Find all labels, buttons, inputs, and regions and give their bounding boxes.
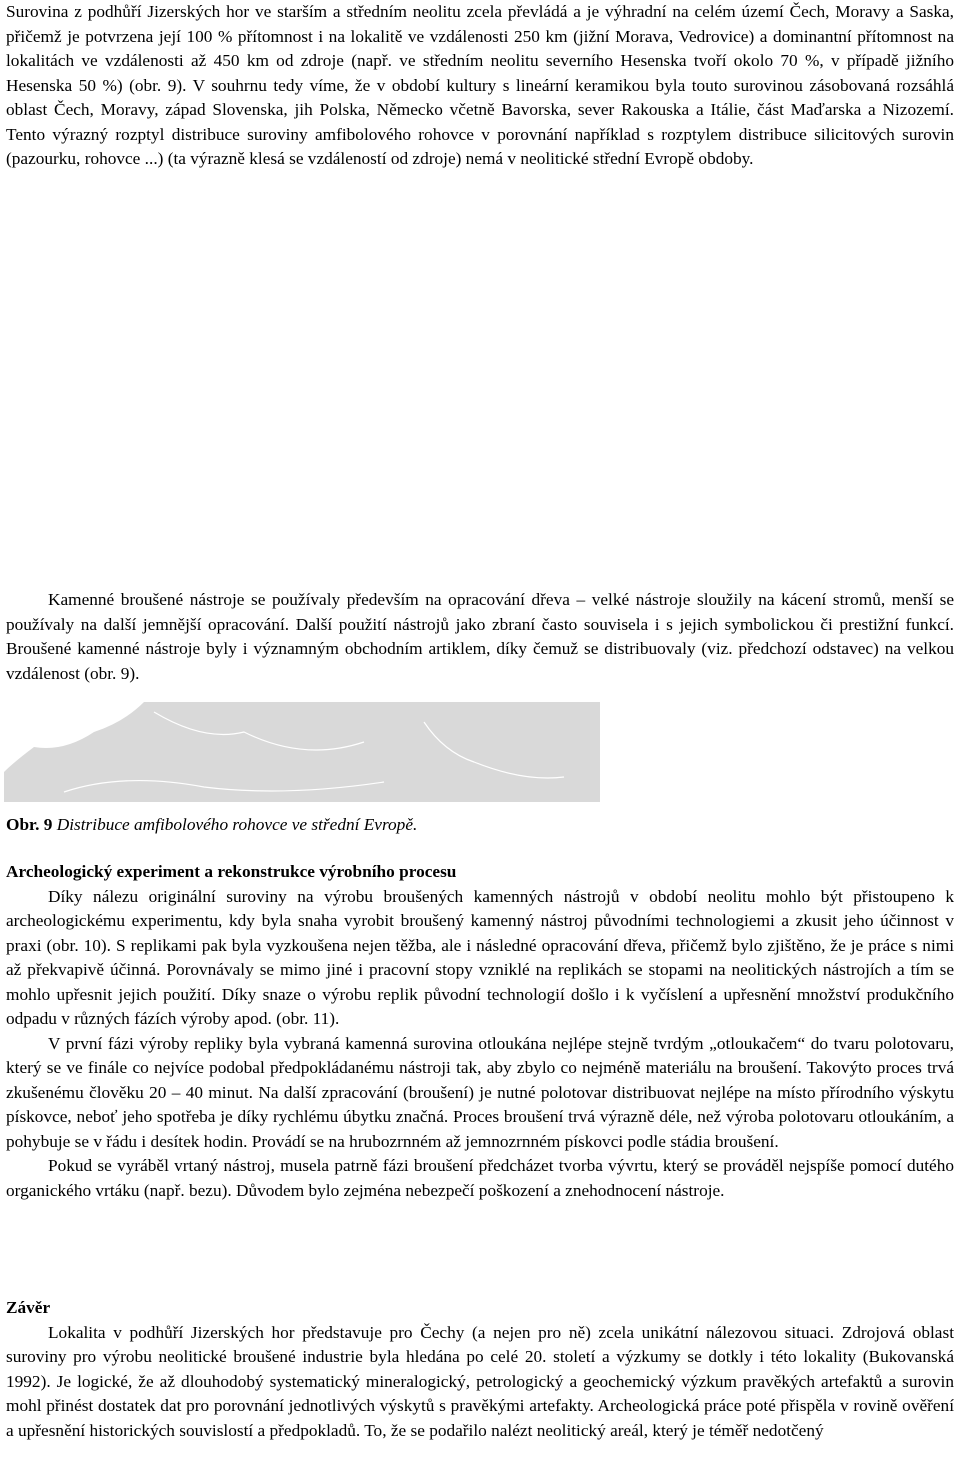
- heading-conclusion: Závěr: [6, 1298, 51, 1317]
- paragraph-distribution: Surovina z podhůří Jizerských hor ve starším a středním neolitu zcela převládá a je výhradní na celém území Čech, Moravy a Saska, přičemž je potvrzena její 100 % přítomnost i na lokalitě ve vzdálenosti 250 km (jižní Morava, Vedrovice) a dominantní přítomnost na lokalitách ve vzdálenosti až 450 km od zdroje (např. ve středním neolitu severního Hesenska tvoří okolo 70 %, v případě jižního Hesenska 50 %) (obr. 9). V souhrnu tedy víme, že v období kultury s lineární keramikou byla touto surovinou zásobovaná rozsáhlá oblast Čech, Moravy, západ Slovenska, jih Polska, Německo včetně Bavorska, sever Rakouska a Itálie, část Maďarska a Nizozemí. Tento výrazný rozptyl distribuce suroviny amfibolového rohovce v porovnání například s rozptylem distribuce silicitových surovin (pazourku, rohovce ...) (ta výrazně klesá se vzdáleností od zdroje) nemá v neolitické střední Evropě obdoby.: [6, 2, 954, 168]
- map-frame: [4, 702, 600, 802]
- paragraph-experiment-2: V první fázi výroby repliky byla vybraná kamenná surovina otloukána nejlépe stejně tvrdým „otloukačem“ do tvaru polotovaru, který se ve finále co nejvíce podobal předpokládanému nástroji tak, aby zbylo co nejméně materiálu na broušení. Takovýto proces trvá zkušenému člověku 20 – 40 minut. Na další zpracování (broušení) je nutné polotovar distribuovat nejlépe na místo přírodního výskytu pískovce, neboť jeho spotřeba je díky rychlému úbytku značná. Proces broušení trvá výrazně déle, než výroba polotovaru otloukáním, a pohybuje se v řádu i desítek hodin. Provádí se na hrubozrnném až jemnozrnném pískovci podle stádia broušení.: [6, 1033, 954, 1151]
- paragraph-conclusion-1: Lokalita v podhůří Jizerských hor představuje pro Čechy (a nejen pro ně) zcela unikátní nálezovou situaci. Zdrojová oblast suroviny pro výrobu neolitické broušené industrie byla hledána po celé 20. století a výzkumy se dotkly i této lokality (Bukovanská 1992). Je logické, že až dlouhodobý systematický mineralogický, petrologický a geochemický výzkum pravěkých artefaktů a surovin mohl přinést dostatek dat pro porovnání jednotlivých výskytů s pravěkými artefakty. Archeologická práce poté přispěla v rovině ověření a upřesnění historických souvislostí a předpokladů. To, že se podařilo nalézt neolitický areál, který je téměř nedotčený: [6, 1322, 954, 1440]
- figure-9: [4, 0, 600, 803]
- section-experiment: [6, 860, 954, 1203]
- caption-label: Obr. 9: [6, 815, 53, 834]
- caption: [6, 813, 417, 838]
- paragraph-experiment-1: Díky nálezu originální suroviny na výrobu broušených kamenných nástrojů v období neolitu mohlo být přistoupeno k archeologickému experimentu, kdy byla snaha vyrobit broušený kamenný nástroj původními technologiemi a zkusit jeho účinnost v praxi (obr. 10). S replikami pak byla vyzkoušena nejen těžba, ale i následné opracování dřeva, přičemž bylo zjištěno, že je práce s nimi až překvapivě účinná. Porovnávaly se mimo jiné i pracovní stopy vzniklé na replikách se stopami na neolitických nástrojích a tím se mohlo upřesnit jejich použití. Díky snaze o výrobu replik původní technologií došlo i k vyčíslení a upřesnění množství produkčního odpadu v různých fázích výroby apod. (obr. 11).: [6, 886, 954, 1028]
- map-canvas: [4, 702, 600, 802]
- heading-experiment: Archeologický experiment a rekonstrukce výrobního procesu: [6, 862, 457, 881]
- caption-text: Distribuce amfibolového rohovce ve střední Evropě.: [52, 815, 418, 834]
- paragraph-experiment-3: Pokud se vyráběl vrtaný nástroj, musela patrně fázi broušení předcházet tvorba vývrtu, který se prováděl nejspíše pomocí dutého organického vrtáku (např. bezu). Důvodem bylo zejména nebezpečí poškození a znehodnocení nástroje.: [6, 1156, 954, 1200]
- section-conclusion: [6, 1296, 954, 1443]
- paragraph-tools-use: Kamenné broušené nástroje se používaly především na opracování dřeva – velké nástroje sloužily na kácení stromů, menší se používaly na další jemnější opracování. Další použití nástrojů jako zbraní často souvisela i s jejich symbolickou či prestižní funkcí. Broušené kamenné nástroje byly i významným obchodním artiklem, díky čemuž se distribuovaly (viz. předchozí odstavec) na velkou vzdálenost (obr. 9).: [6, 590, 954, 683]
